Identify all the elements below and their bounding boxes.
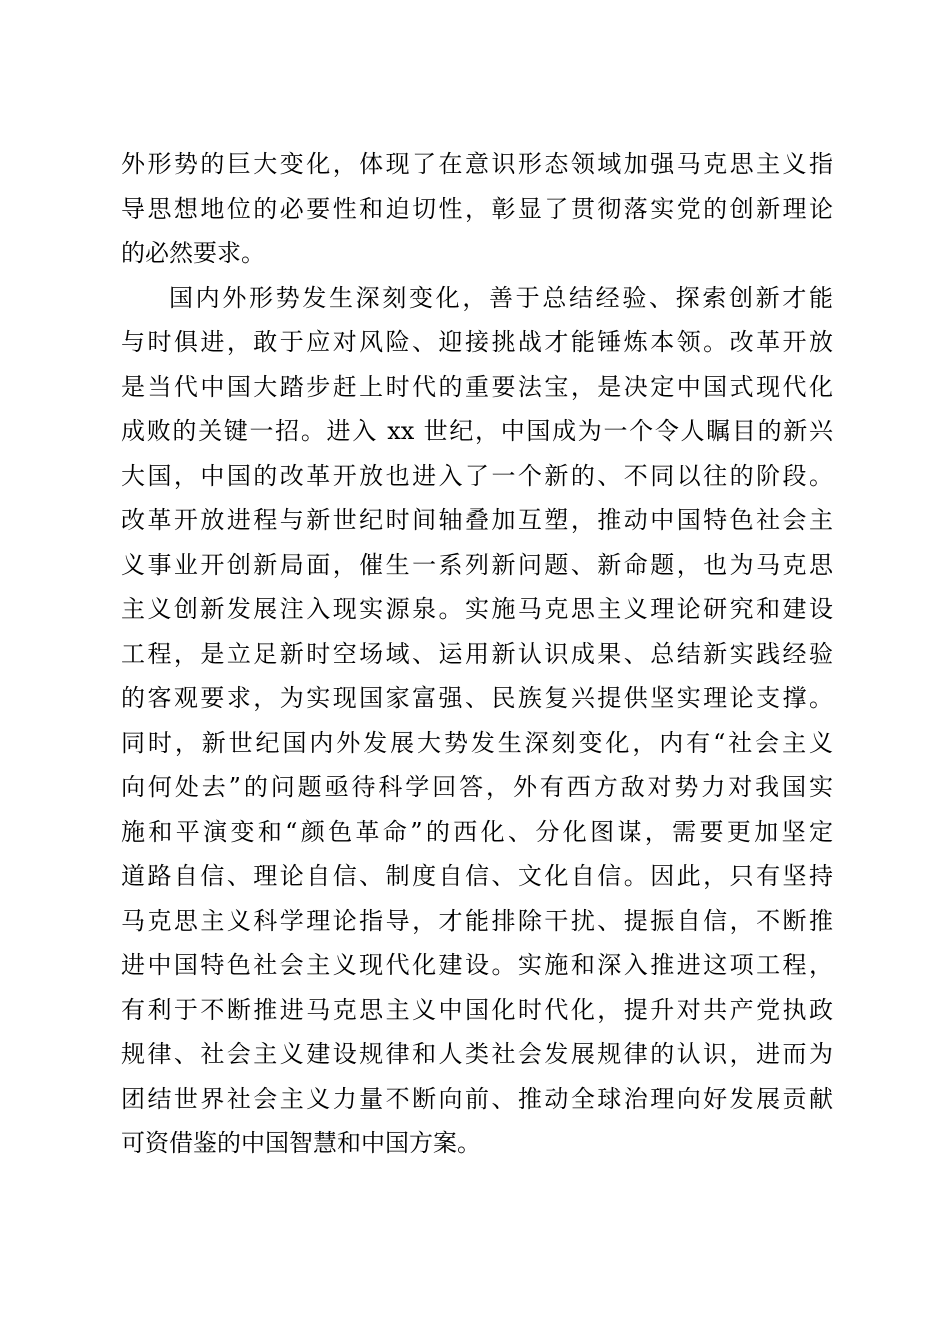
text-line: 与时俱进，敢于应对风险、迎接挑战才能锤炼本领。改革开放 — [121, 328, 833, 356]
text-line: 同时，新世纪国内外发展大势发生深刻变化，内有“社会主义 — [121, 728, 833, 757]
document-body — [121, 142, 833, 1166]
text-line: 是当代中国大踏步赶上时代的重要法宝，是决定中国式现代化 — [121, 372, 833, 401]
text-line: 成败的关键一招。进入 xx 世纪，中国成为一个令人瞩目的新兴 — [121, 417, 833, 445]
text-line: 改革开放进程与新世纪时间轴叠加互塑，推动中国特色社会主 — [121, 506, 833, 534]
text-line: 可资借鉴的中国智慧和中国方案。 — [121, 1129, 481, 1157]
text-line: 团结世界社会主义力量不断向前、推动全球治理向好发展贡献 — [121, 1084, 833, 1113]
text-line: 的必然要求。 — [121, 239, 265, 267]
text-line: 工程，是立足新时空场域、运用新认识成果、总结新实践经验 — [121, 639, 833, 668]
paragraph-2 — [121, 276, 833, 1166]
text-line: 道路自信、理论自信、制度自信、文化自信。因此，只有坚持 — [121, 862, 833, 890]
text-line: 外形势的巨大变化，体现了在意识形态领域加强马克思主义指 — [121, 150, 833, 178]
text-line: 规律、社会主义建设规律和人类社会发展规律的认识，进而为 — [121, 1040, 833, 1068]
text-line: 主义创新发展注入现实源泉。实施马克思主义理论研究和建设 — [121, 595, 833, 623]
text-line: 向何处去”的问题亟待科学回答，外有西方敌对势力对我国实 — [121, 773, 833, 801]
text-line: 义事业开创新局面，催生一系列新问题、新命题，也为马克思 — [121, 550, 833, 579]
text-line: 进中国特色社会主义现代化建设。实施和深入推进这项工程， — [121, 951, 833, 979]
text-line: 导思想地位的必要性和迫切性，彰显了贯彻落实党的创新理论 — [121, 194, 833, 223]
text-line: 施和平演变和“颜色革命”的西化、分化图谋，需要更加坚定 — [121, 817, 833, 846]
text-line: 马克思主义科学理论指导，才能排除干扰、提振自信，不断推 — [121, 906, 833, 935]
text-line: 的客观要求，为实现国家富强、民族复兴提供坚实理论支撑。 — [121, 684, 833, 712]
paragraph-1 — [121, 142, 833, 276]
text-line: 大国，中国的改革开放也进入了一个新的、不同以往的阶段。 — [121, 461, 833, 490]
text-line: 国内外形势发生深刻变化，善于总结经验、探索创新才能 — [169, 283, 833, 312]
text-line: 有利于不断推进马克思主义中国化时代化，提升对共产党执政 — [121, 995, 833, 1024]
